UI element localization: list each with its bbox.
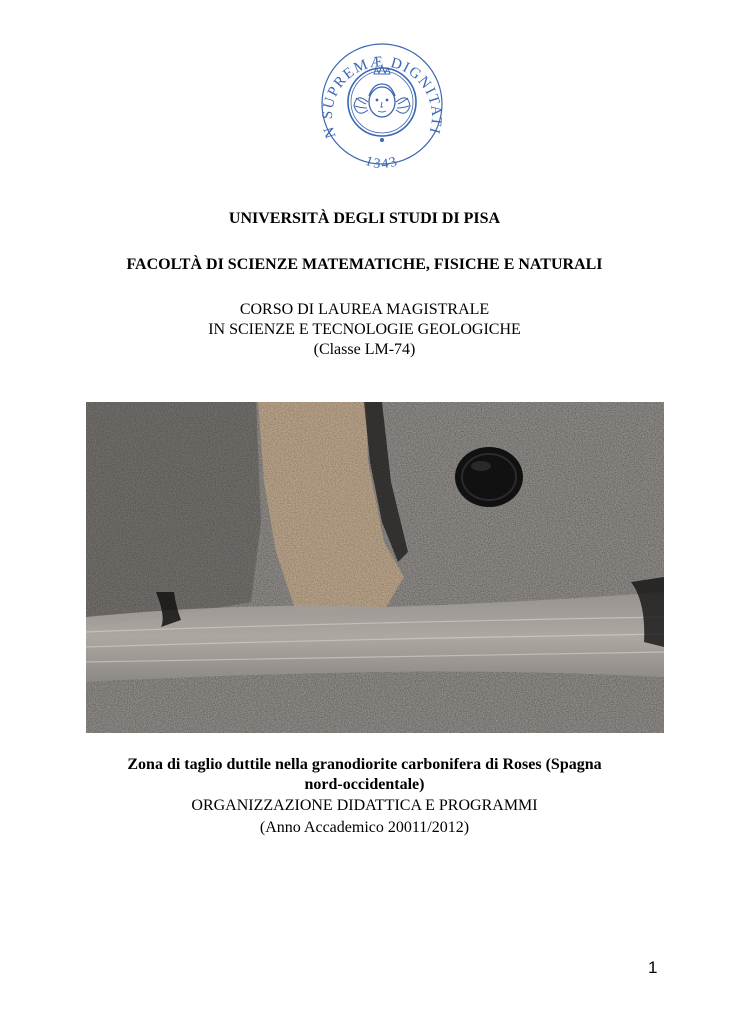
photo-caption-line-2: nord-occidentale)	[304, 776, 425, 793]
university-name: UNIVERSITÀ DEGLI STUDI DI PISA	[228, 210, 501, 227]
university-seal-logo	[318, 40, 446, 172]
university-seal-graphic	[318, 40, 446, 172]
academic-year: (Anno Accademico 20011/2012)	[259, 819, 470, 836]
page-number: 1	[648, 958, 658, 977]
cover-photo	[86, 402, 664, 733]
course-title-line-2: IN SCIENZE E TECNOLOGIE GEOLOGICHE	[208, 321, 521, 338]
svg-text:IN SUPREMÆ DIGNITATIS: N SUPREMÆ DIGNITATI	[319, 53, 445, 140]
faculty-name: FACOLTÀ DI SCIENZE MATEMATICHE, FISICHE E NATURALI	[126, 256, 603, 273]
photo-caption-line-1: Zona di taglio duttile nella granodiorite carbonifera di Roses (Spagna	[127, 756, 602, 773]
course-title-line-1: CORSO DI LAUREA MAGISTRALE	[239, 301, 490, 318]
course-class: (Classe LM-74)	[313, 341, 416, 358]
shear-zone-photo	[86, 402, 664, 733]
document-title: ORGANIZZAZIONE DIDATTICA E PROGRAMMI	[191, 797, 538, 814]
svg-text:1343: 1343	[363, 153, 401, 172]
